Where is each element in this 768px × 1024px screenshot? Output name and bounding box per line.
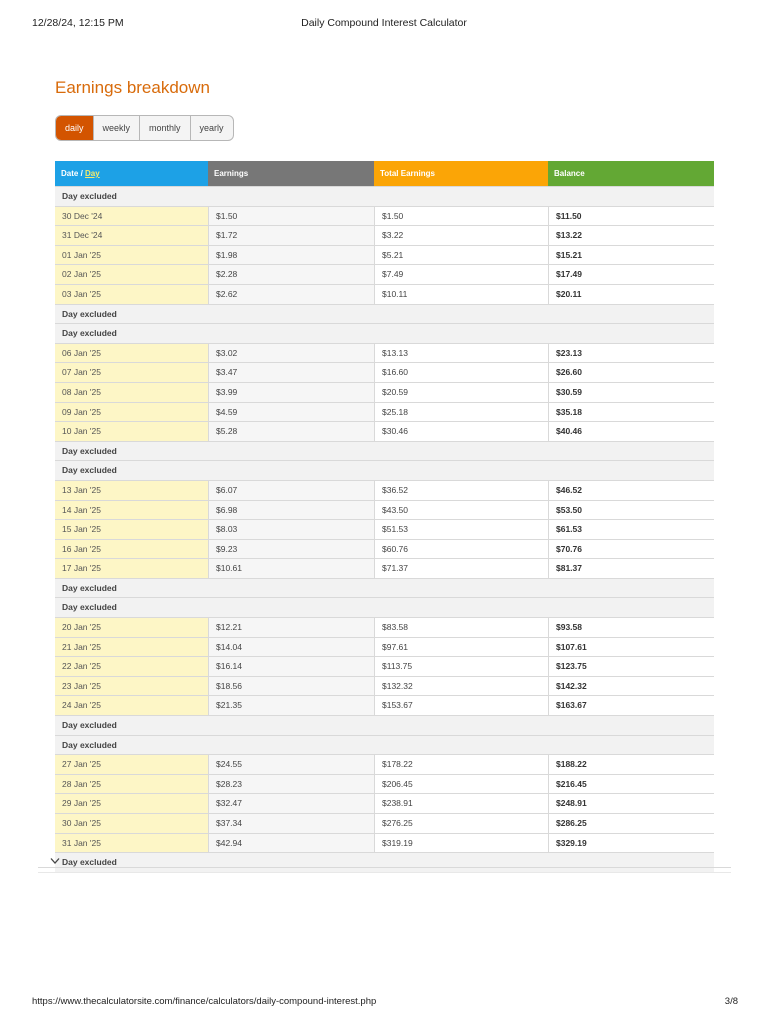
date-cell: 23 Jan '25	[55, 677, 208, 696]
table-row	[55, 813, 714, 833]
date-cell: 30 Jan '25	[55, 814, 208, 833]
date-cell: 08 Jan '25	[55, 383, 208, 402]
date-cell: 09 Jan '25	[55, 403, 208, 422]
earnings-cell: $1.72	[208, 226, 374, 245]
total-earnings-cell: $7.49	[374, 265, 548, 284]
table-row-excluded	[55, 441, 714, 461]
date-cell: 30 Dec '24	[55, 207, 208, 226]
tab-daily[interactable]: daily	[56, 116, 93, 140]
earnings-table	[55, 161, 714, 872]
table-row	[55, 264, 714, 284]
table-row	[55, 284, 714, 304]
excluded-day-label: Day excluded	[55, 187, 714, 206]
total-earnings-cell: $51.53	[374, 520, 548, 539]
excluded-day-label: Day excluded	[55, 853, 714, 872]
table-row	[55, 519, 714, 539]
total-earnings-cell: $178.22	[374, 755, 548, 774]
table-row	[55, 362, 714, 382]
total-earnings-cell: $43.50	[374, 501, 548, 520]
table-row	[55, 539, 714, 559]
earnings-cell: $2.62	[208, 285, 374, 304]
balance-cell: $142.32	[548, 677, 714, 696]
date-cell: 31 Dec '24	[55, 226, 208, 245]
total-earnings-cell: $5.21	[374, 246, 548, 265]
excluded-day-label: Day excluded	[55, 579, 714, 598]
earnings-cell: $8.03	[208, 520, 374, 539]
balance-cell: $107.61	[548, 638, 714, 657]
earnings-cell: $32.47	[208, 794, 374, 813]
table-row-excluded	[55, 735, 714, 755]
page-url: https://www.thecalculatorsite.com/finance/calculators/daily-compound-interest.php	[32, 996, 377, 1007]
balance-cell: $61.53	[548, 520, 714, 539]
total-earnings-cell: $20.59	[374, 383, 548, 402]
table-row-excluded	[55, 304, 714, 324]
table-row	[55, 793, 714, 813]
total-earnings-cell: $83.58	[374, 618, 548, 637]
date-cell: 10 Jan '25	[55, 422, 208, 441]
total-earnings-cell: $71.37	[374, 559, 548, 578]
earnings-cell: $6.07	[208, 481, 374, 500]
table-row	[55, 774, 714, 794]
total-earnings-cell: $10.11	[374, 285, 548, 304]
table-header	[55, 161, 714, 186]
balance-cell: $81.37	[548, 559, 714, 578]
total-earnings-cell: $97.61	[374, 638, 548, 657]
table-row	[55, 382, 714, 402]
total-earnings-cell: $276.25	[374, 814, 548, 833]
table-row	[55, 206, 714, 226]
table-row	[55, 695, 714, 715]
total-earnings-cell: $60.76	[374, 540, 548, 559]
total-earnings-cell: $16.60	[374, 363, 548, 382]
earnings-cell: $9.23	[208, 540, 374, 559]
table-body	[55, 186, 714, 872]
earnings-cell: $6.98	[208, 501, 374, 520]
earnings-cell: $5.28	[208, 422, 374, 441]
table-row-excluded	[55, 715, 714, 735]
table-row	[55, 558, 714, 578]
balance-cell: $329.19	[548, 834, 714, 853]
total-earnings-cell: $153.67	[374, 696, 548, 715]
balance-cell: $93.58	[548, 618, 714, 637]
balance-cell: $188.22	[548, 755, 714, 774]
table-row-excluded	[55, 578, 714, 598]
earnings-cell: $3.47	[208, 363, 374, 382]
table-row	[55, 245, 714, 265]
date-cell: 24 Jan '25	[55, 696, 208, 715]
excluded-day-label: Day excluded	[55, 442, 714, 461]
total-earnings-cell: $238.91	[374, 794, 548, 813]
earnings-cell: $2.28	[208, 265, 374, 284]
date-cell: 01 Jan '25	[55, 246, 208, 265]
date-cell: 22 Jan '25	[55, 657, 208, 676]
total-earnings-cell: $25.18	[374, 403, 548, 422]
date-cell: 07 Jan '25	[55, 363, 208, 382]
balance-cell: $17.49	[548, 265, 714, 284]
date-cell: 21 Jan '25	[55, 638, 208, 657]
date-cell: 31 Jan '25	[55, 834, 208, 853]
earnings-cell: $16.14	[208, 657, 374, 676]
total-earnings-cell: $206.45	[374, 775, 548, 794]
earnings-cell: $14.04	[208, 638, 374, 657]
column-header-total-earnings: Total Earnings	[374, 161, 548, 186]
tab-monthly[interactable]: monthly	[139, 116, 190, 140]
earnings-cell: $3.99	[208, 383, 374, 402]
balance-cell: $163.67	[548, 696, 714, 715]
balance-cell: $123.75	[548, 657, 714, 676]
balance-cell: $11.50	[548, 207, 714, 226]
balance-cell: $35.18	[548, 403, 714, 422]
excluded-day-label: Day excluded	[55, 736, 714, 755]
earnings-cell: $28.23	[208, 775, 374, 794]
table-row	[55, 343, 714, 363]
earnings-cell: $4.59	[208, 403, 374, 422]
balance-cell: $286.25	[548, 814, 714, 833]
date-cell: 03 Jan '25	[55, 285, 208, 304]
print-header	[0, 17, 768, 31]
earnings-cell: $37.34	[208, 814, 374, 833]
table-row	[55, 656, 714, 676]
balance-cell: $15.21	[548, 246, 714, 265]
period-tabs	[55, 115, 234, 141]
table-row	[55, 754, 714, 774]
tab-yearly[interactable]: yearly	[190, 116, 233, 140]
table-row-excluded	[55, 323, 714, 343]
table-row-excluded	[55, 186, 714, 206]
earnings-cell: $24.55	[208, 755, 374, 774]
table-row	[55, 676, 714, 696]
date-cell: 13 Jan '25	[55, 481, 208, 500]
table-row-excluded	[55, 460, 714, 480]
date-cell: 20 Jan '25	[55, 618, 208, 637]
date-header-label: Date /	[61, 169, 86, 178]
balance-cell: $23.13	[548, 344, 714, 363]
table-bottom-border	[38, 867, 731, 873]
balance-cell: $248.91	[548, 794, 714, 813]
earnings-cell: $10.61	[208, 559, 374, 578]
date-cell: 28 Jan '25	[55, 775, 208, 794]
excluded-day-label: Day excluded	[55, 461, 714, 480]
table-row-excluded	[55, 597, 714, 617]
table-row	[55, 637, 714, 657]
table-row	[55, 225, 714, 245]
earnings-cell: $21.35	[208, 696, 374, 715]
balance-cell: $26.60	[548, 363, 714, 382]
total-earnings-cell: $132.32	[374, 677, 548, 696]
print-document-title: Daily Compound Interest Calculator	[301, 17, 467, 29]
total-earnings-cell: $36.52	[374, 481, 548, 500]
total-earnings-cell: $13.13	[374, 344, 548, 363]
balance-cell: $13.22	[548, 226, 714, 245]
table-row	[55, 617, 714, 637]
date-cell: 06 Jan '25	[55, 344, 208, 363]
column-header-balance: Balance	[548, 161, 714, 186]
balance-cell: $70.76	[548, 540, 714, 559]
tab-weekly[interactable]: weekly	[93, 116, 140, 140]
column-header-earnings: Earnings	[208, 161, 374, 186]
date-cell: 02 Jan '25	[55, 265, 208, 284]
balance-cell: $53.50	[548, 501, 714, 520]
date-cell: 29 Jan '25	[55, 794, 208, 813]
earnings-cell: $42.94	[208, 834, 374, 853]
balance-cell: $40.46	[548, 422, 714, 441]
excluded-day-label: Day excluded	[55, 598, 714, 617]
total-earnings-cell: $319.19	[374, 834, 548, 853]
total-earnings-cell: $113.75	[374, 657, 548, 676]
date-cell: 17 Jan '25	[55, 559, 208, 578]
table-row	[55, 480, 714, 500]
date-cell: 15 Jan '25	[55, 520, 208, 539]
day-sort-link[interactable]: Day	[85, 169, 100, 178]
chevron-down-icon[interactable]	[50, 856, 60, 866]
earnings-cell: $12.21	[208, 618, 374, 637]
earnings-cell: $18.56	[208, 677, 374, 696]
date-cell: 16 Jan '25	[55, 540, 208, 559]
earnings-cell: $1.50	[208, 207, 374, 226]
excluded-day-label: Day excluded	[55, 324, 714, 343]
total-earnings-cell: $30.46	[374, 422, 548, 441]
page-number: 3/8	[724, 996, 738, 1007]
section-title: Earnings breakdown	[55, 78, 210, 97]
earnings-cell: $3.02	[208, 344, 374, 363]
date-cell: 27 Jan '25	[55, 755, 208, 774]
date-cell: 14 Jan '25	[55, 501, 208, 520]
balance-cell: $30.59	[548, 383, 714, 402]
balance-cell: $216.45	[548, 775, 714, 794]
table-row	[55, 500, 714, 520]
total-earnings-cell: $1.50	[374, 207, 548, 226]
table-row	[55, 421, 714, 441]
table-row	[55, 833, 714, 853]
table-row	[55, 402, 714, 422]
column-header-date	[55, 161, 208, 186]
excluded-day-label: Day excluded	[55, 305, 714, 324]
total-earnings-cell: $3.22	[374, 226, 548, 245]
print-datetime: 12/28/24, 12:15 PM	[32, 17, 124, 29]
excluded-day-label: Day excluded	[55, 716, 714, 735]
balance-cell: $46.52	[548, 481, 714, 500]
balance-cell: $20.11	[548, 285, 714, 304]
earnings-cell: $1.98	[208, 246, 374, 265]
